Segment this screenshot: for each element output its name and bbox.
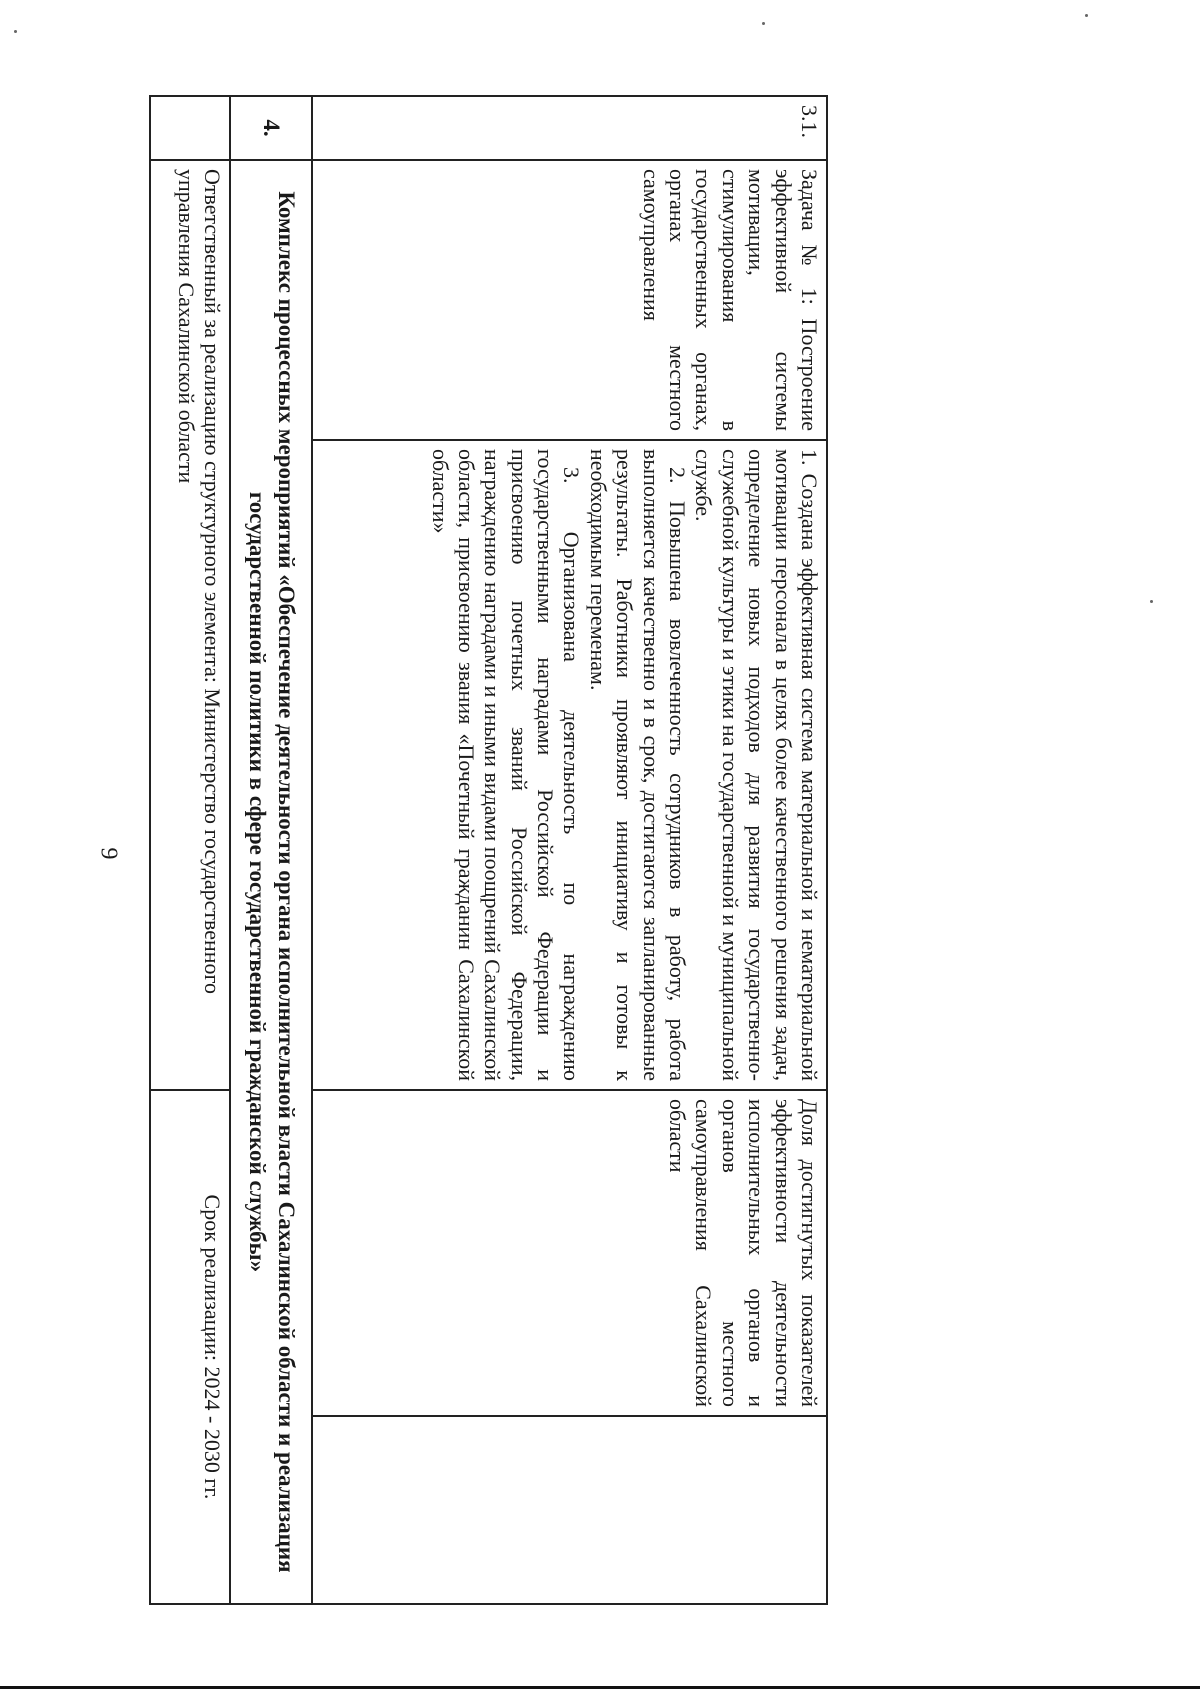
page-number: 9 (95, 847, 122, 860)
result-item-1: 1. Создана эффективная система материальной и нематериальной мотивации персонала в целях более качественного решения задач, определение новых подходов для развития государственно-служебной культуры и этики на государственной и муниципальной службе. (691, 449, 822, 1081)
scan-speck (762, 22, 765, 25)
table-row-complex (230, 96, 312, 1604)
task-number: 3.1. (312, 96, 827, 160)
result-item-2: 2. Повышена вовлеченность сотрудников в работу, работа выполняется качественно и в срок, достигаются запланированные результаты. Работники проявляют инициативу и готовы к необходимым переменам. (585, 449, 691, 1081)
scan-speck (1085, 14, 1088, 17)
responsible-empty-cell (150, 96, 230, 160)
complex-title: Комплекс процессных мероприятий «Обеспечение деятельности органа исполнительной власти Сахалинской области и реализация государственной политики в сфере государственной гражданской службы» (230, 160, 312, 1604)
rotated-table-container (168, 95, 828, 1605)
result-item-3: 3. Организована деятельность по награждению государственными наградами Российской Федерации и присвоению почетных званий Российской Федерации, награждению наградами и иными видами поощрений Сахалинской области, присвоению звания «Почетный гражданин Сахалинской области» (427, 449, 585, 1081)
complex-number: 4. (230, 96, 312, 160)
program-table (149, 95, 828, 1605)
scan-speck (1150, 600, 1153, 603)
table-row-responsible (150, 96, 230, 1604)
task-empty-cell (312, 1416, 827, 1604)
responsible-text: Ответственный за реализацию структурного элемента: Министерство государственного управления Сахалинской области (150, 160, 230, 1090)
scan-edge-line (0, 1686, 1200, 1689)
scan-speck (14, 30, 17, 33)
table-row-task (312, 96, 827, 1604)
term-text: Срок реализации: 2024 - 2030 гг. (150, 1090, 230, 1604)
task-results (312, 440, 827, 1090)
task-description: Задача № 1: Построение эффективной системы мотивации, стимулирования в государственных органах, органах местного самоуправления (312, 160, 827, 440)
task-indicator: Доля достигнутых показателей эффективности деятельности исполнительных органов и органов местного самоуправления Сахалинской области (312, 1090, 827, 1416)
